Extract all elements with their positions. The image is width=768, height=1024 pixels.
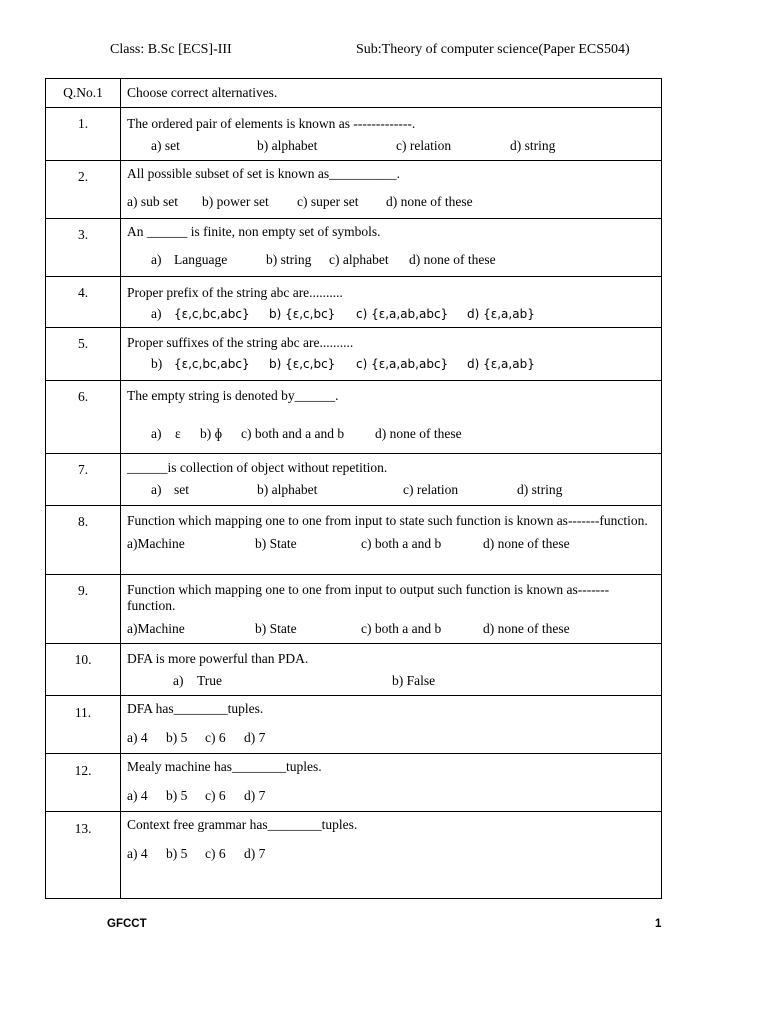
table-row (46, 108, 662, 161)
option: c) relation (403, 482, 459, 497)
option: a) (151, 482, 162, 497)
option: c) both a and b (361, 536, 442, 551)
option: Language (174, 252, 228, 267)
option: d) none of these (483, 621, 570, 636)
option: a)Machine (127, 621, 185, 636)
question-text: All possible subset of set is known as__________. (127, 166, 400, 181)
question-text: DFA has________tuples. (127, 701, 264, 716)
option: c) relation (396, 138, 452, 153)
question-text: The empty string is denoted by______. (127, 388, 339, 403)
option: d) string (510, 138, 556, 153)
option: True (197, 673, 223, 688)
option: a)Machine (127, 536, 185, 551)
question-number: 3. (77, 227, 89, 242)
option: a) (151, 306, 162, 321)
option: {ε,c,bc,abc} (174, 307, 250, 321)
footer-org: GFCCT (107, 918, 147, 930)
option: set (174, 482, 189, 497)
option: b) 5 (166, 846, 188, 861)
question-text: Mealy machine has________tuples. (127, 759, 322, 774)
option-list (127, 730, 655, 748)
table-row (46, 696, 662, 754)
table-row (46, 754, 662, 812)
option: c) super set (297, 194, 359, 209)
option: b) State (255, 536, 297, 551)
question-number: 9. (77, 583, 89, 598)
question-number: 7. (77, 462, 89, 477)
question-text: Function which mapping one to one from input to output such function is known as-------function. (127, 582, 610, 613)
option: d) string (517, 482, 563, 497)
option: b) alphabet (257, 138, 318, 153)
option: c) alphabet (329, 252, 389, 267)
table-row (46, 575, 662, 644)
option: b) (151, 356, 163, 371)
option-list (127, 356, 655, 374)
option: c) 6 (205, 730, 226, 745)
table-row (46, 506, 662, 575)
option-list (127, 788, 655, 806)
option: b) 5 (166, 788, 188, 803)
option: a) (151, 252, 162, 267)
question-text: Proper prefix of the string abc are.......... (127, 285, 343, 300)
option: b) power set (202, 194, 269, 209)
question-number: 8. (77, 514, 89, 529)
question-text: The ordered pair of elements is known as -------------. (127, 116, 416, 131)
option: b) State (255, 621, 297, 636)
option: d) 7 (244, 788, 266, 803)
option-list (127, 194, 655, 212)
question-number: 2. (77, 169, 89, 184)
question-number: 13. (74, 821, 92, 836)
option: ε (175, 426, 181, 441)
option: c) both a and b (361, 621, 442, 636)
option: {ε,c,bc,abc} (174, 357, 250, 371)
subject-label: Sub:Theory of computer science(Paper ECS504) (356, 42, 630, 57)
option: b) 5 (166, 730, 188, 745)
option-list (127, 621, 655, 639)
option: d) none of these (409, 252, 496, 267)
question-number: 12. (74, 763, 92, 778)
option: a) 4 (127, 730, 148, 745)
option-list (127, 252, 655, 270)
question-text: Context free grammar has________tuples. (127, 817, 358, 832)
option: a) (151, 426, 162, 441)
option: c) 6 (205, 788, 226, 803)
question-number: 6. (77, 389, 89, 404)
question-text: Proper suffixes of the string abc are.......... (127, 335, 354, 350)
question-text: ______is collection of object without repetition. (127, 460, 388, 475)
table-row (46, 219, 662, 277)
instruction-text: Choose correct alternatives. (127, 85, 278, 100)
option: a) set (151, 138, 180, 153)
table-row (46, 454, 662, 506)
table-row (46, 328, 662, 381)
class-label: Class: B.Sc [ECS]-III (110, 42, 232, 57)
option-list (127, 673, 655, 691)
option: c) {ε,a,ab,abc} (356, 307, 449, 321)
option: d) none of these (375, 426, 462, 441)
table-row (46, 812, 662, 899)
question-number: 11. (74, 705, 92, 720)
question-text: Function which mapping one to one from input to state such function is known as-------function. (127, 513, 648, 528)
option: a) sub set (127, 194, 178, 209)
option-list (127, 426, 655, 444)
question-number: 5. (77, 336, 89, 351)
question-number-header: Q.No.1 (63, 85, 103, 100)
page-number: 1 (655, 918, 662, 930)
option: d) 7 (244, 846, 266, 861)
option: b) string (266, 252, 312, 267)
table-header-row (46, 79, 662, 108)
option: b) False (392, 673, 436, 688)
question-text: DFA is more powerful than PDA. (127, 651, 309, 666)
option: d) 7 (244, 730, 266, 745)
option: a) 4 (127, 788, 148, 803)
table-row (46, 381, 662, 454)
option-list (127, 306, 655, 324)
option: c) 6 (205, 846, 226, 861)
option: d) {ε,a,ab} (467, 357, 535, 371)
table-row (46, 644, 662, 696)
option: c) {ε,a,ab,abc} (356, 357, 449, 371)
option: a) (173, 673, 184, 688)
question-number: 10. (74, 652, 92, 667)
question-number: 1. (77, 116, 89, 131)
option-list (127, 846, 655, 864)
option-list (127, 138, 655, 156)
option: b) ɸ (200, 426, 223, 441)
table-row (46, 277, 662, 328)
table-row (46, 161, 662, 219)
question-number: 4. (77, 285, 89, 300)
option: c) both and a and b (241, 426, 345, 441)
option: d) {ε,a,ab} (467, 307, 535, 321)
question-table (45, 78, 662, 899)
option: d) none of these (386, 194, 473, 209)
option: b) {ε,c,bc} (269, 357, 336, 371)
option-list (127, 482, 655, 500)
option: a) 4 (127, 846, 148, 861)
option: b) {ε,c,bc} (269, 307, 336, 321)
option-list (127, 536, 655, 554)
option: d) none of these (483, 536, 570, 551)
question-text: An ______ is finite, non empty set of symbols. (127, 224, 381, 239)
option: b) alphabet (257, 482, 318, 497)
